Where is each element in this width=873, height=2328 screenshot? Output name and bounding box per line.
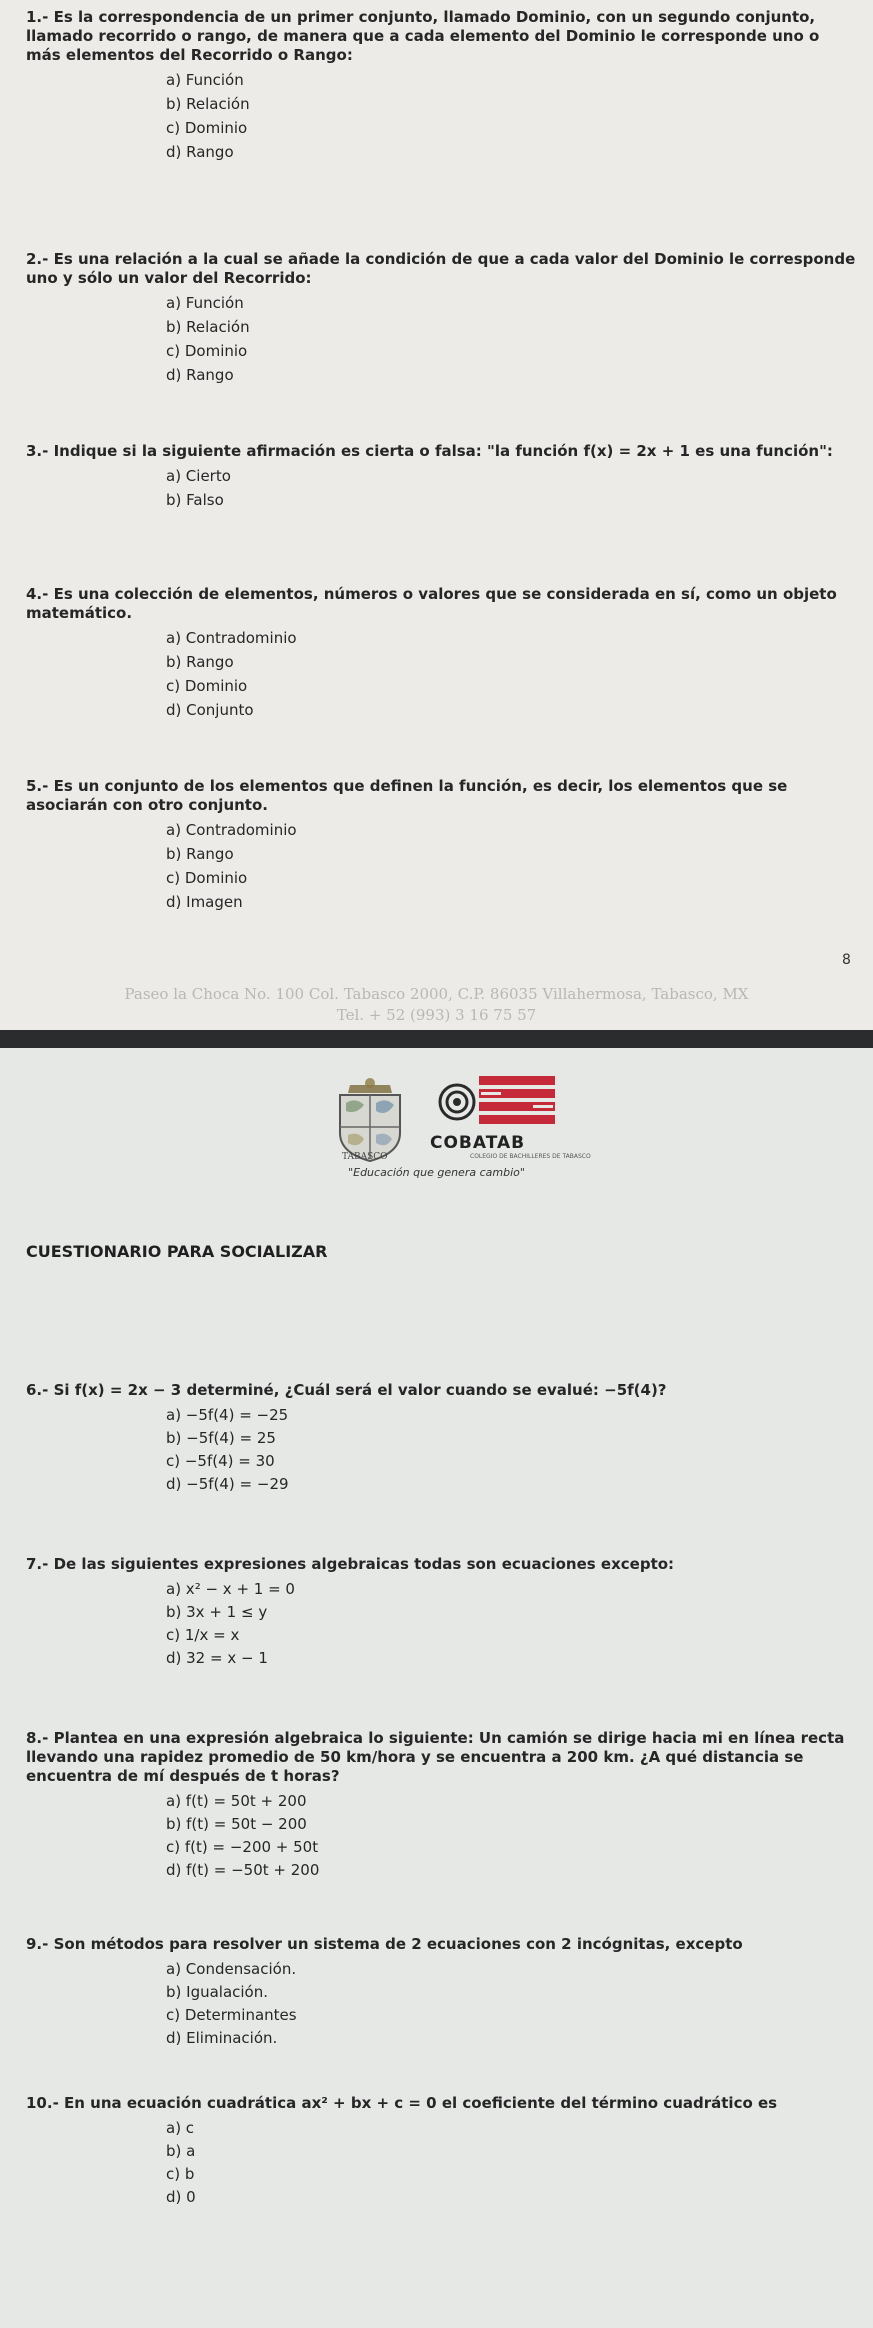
question-text: 5.- Es un conjunto de los elementos que definen la función, es decir, los elementos que se asociarán con otro conjunto. [26,777,788,814]
option-c: c) Dominio [166,342,248,360]
option-d: d) Eliminación. [166,2029,278,2047]
question-9 [26,1935,856,2052]
option-b: b) Rango [166,845,234,863]
options-list [26,821,856,912]
question-text: 7.- De las siguientes expresiones algebraicas todas son ecuaciones excepto: [26,1555,675,1573]
question-text: 2.- Es una relación a la cual se añade la condición de que a cada valor del Dominio le corresponde uno y sólo un valor del Recorrido: [26,250,856,287]
option-b: b) 3x + 1 ≤ y [166,1603,268,1621]
institution-subtitle: COLEGIO DE BACHILLERES DE TABASCO [470,1153,591,1160]
institution-name: COBATAB [430,1133,526,1153]
option-b: b) Rango [166,653,234,671]
options-list [26,629,856,720]
option-d: d) 0 [166,2188,196,2206]
question-5 [26,777,856,917]
footer-phone: Tel. + 52 (993) 3 16 75 57 [336,1006,537,1024]
question-text: 6.- Si f(x) = 2x − 3 determiné, ¿Cuál será el valor cuando se evalué: −5f(4)? [26,1381,667,1399]
option-a: a) Cierto [166,467,231,485]
page-marker: 8 [842,952,851,968]
options-list [26,71,856,162]
option-d: d) f(t) = −50t + 200 [166,1861,320,1879]
question-3 [26,442,856,515]
option-d: d) Conjunto [166,701,254,719]
option-c: c) Determinantes [166,2006,297,2024]
question-10 [26,2094,856,2211]
question-text: 8.- Plantea en una expresión algebraica lo siguiente: Un camión se dirige hacia mi en línea recta llevando una rapidez promedio de 50 km/hora y se encuentra a 200 km. ¿A qué distancia se encuentra de mí después de t horas? [26,1729,845,1785]
question-6 [26,1381,856,1498]
section-title: CUESTIONARIO PARA SOCIALIZAR [26,1242,328,1261]
option-c: c) 1/x = x [166,1626,240,1644]
option-b: b) −5f(4) = 25 [166,1429,276,1447]
cobatab-logo-icon [437,1072,567,1142]
question-7 [26,1555,856,1672]
option-a: a) x² − x + 1 = 0 [166,1580,295,1598]
option-d: d) 32 = x − 1 [166,1649,268,1667]
question-text: 10.- En una ecuación cuadrática ax² + bx + c = 0 el coeficiente del término cuadrático es [26,2094,778,2112]
question-4 [26,585,856,725]
options-list [26,467,856,510]
slogan: "Educación que genera cambio" [348,1166,525,1179]
options-list [26,1960,856,2048]
option-a: a) Contradominio [166,821,297,839]
option-a: a) Condensación. [166,1960,297,1978]
question-1 [26,8,856,167]
options-list [26,1406,856,1494]
question-text: 3.- Indique si la siguiente afirmación es cierta o falsa: "la función f(x) = 2x + 1 es una función": [26,442,833,460]
option-a: a) c [166,2119,195,2137]
option-c: c) Dominio [166,119,248,137]
option-b: b) a [166,2142,196,2160]
option-d: d) −5f(4) = −29 [166,1475,289,1493]
option-c: c) −5f(4) = 30 [166,1452,275,1470]
question-text: 4.- Es una colección de elementos, números o valores que se considerada en sí, como un objeto matemático. [26,585,837,622]
option-b: b) Relación [166,318,250,336]
option-b: b) f(t) = 50t − 200 [166,1815,307,1833]
question-8 [26,1729,856,1884]
option-d: d) Rango [166,366,234,384]
footer-address: Paseo la Choca No. 100 Col. Tabasco 2000, C.P. 86035 Villahermosa, Tabasco, MX [124,985,749,1003]
question-text: 9.- Son métodos para resolver un sistema de 2 ecuaciones con 2 incógnitas, excepto [26,1935,743,1953]
option-c: c) Dominio [166,869,248,887]
page-divider [0,1030,873,1048]
option-c: c) f(t) = −200 + 50t [166,1838,319,1856]
tabasco-label: TABASCO [342,1152,388,1162]
options-list [26,1580,856,1668]
options-list [26,2119,856,2207]
option-a: a) Función [166,294,244,312]
option-b: b) Relación [166,95,250,113]
option-a: a) −5f(4) = −25 [166,1406,289,1424]
option-a: a) Contradominio [166,629,297,647]
option-d: d) Imagen [166,893,243,911]
option-c: c) b [166,2165,195,2183]
option-d: d) Rango [166,143,234,161]
option-b: b) Falso [166,491,224,509]
option-b: b) Igualación. [166,1983,269,2001]
options-list [26,1792,856,1880]
option-a: a) f(t) = 50t + 200 [166,1792,307,1810]
option-c: c) Dominio [166,677,248,695]
question-text: 1.- Es la correspondencia de un primer conjunto, llamado Dominio, con un segundo conjunto, llamado recorrido o rango, de manera que a cada elemento del Dominio le corresponde uno o más elementos del Recorrido o Rango: [26,8,820,64]
options-list [26,294,856,385]
question-2 [26,250,856,390]
option-a: a) Función [166,71,244,89]
